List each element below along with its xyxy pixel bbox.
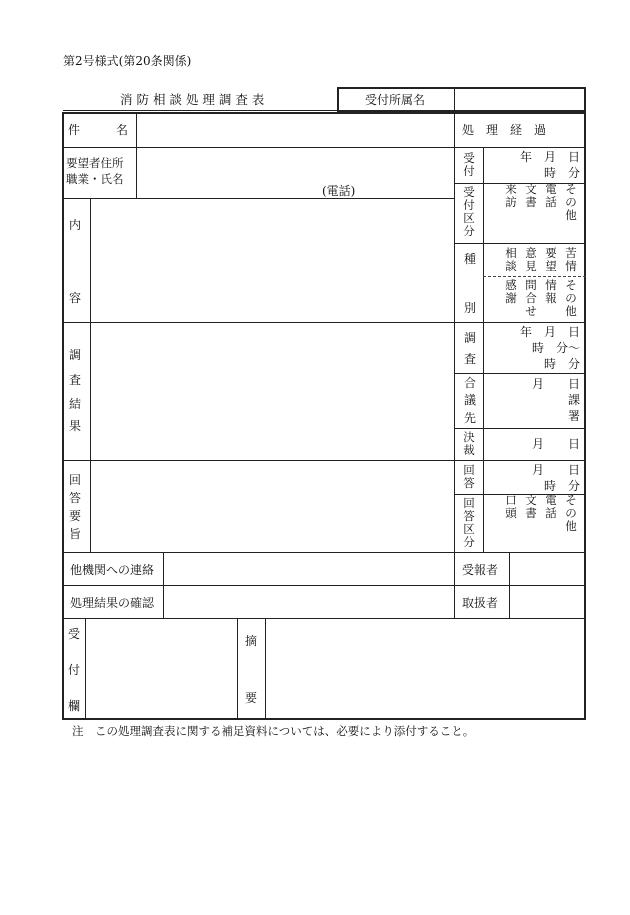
- kind-label-top: 種: [464, 252, 477, 266]
- reply-date-label: 回答: [463, 463, 475, 490]
- content-label-top: 内: [69, 218, 82, 232]
- requester-label-2: 職業・氏名: [66, 172, 124, 186]
- form-number: 第2号様式(第20条関係): [63, 54, 192, 68]
- investigation-line3: 時 分: [543, 357, 580, 371]
- reply-label-3: 要: [69, 509, 82, 523]
- consult-label-1: 合: [464, 376, 477, 390]
- title-underline: [63, 110, 337, 111]
- kind-8[interactable]: その他: [565, 278, 577, 318]
- reply-type-2[interactable]: 文書: [525, 493, 537, 520]
- investigation-date-label-top: 調: [464, 331, 477, 345]
- contact-label: 他機関への連絡: [70, 563, 155, 577]
- summary-field[interactable]: [272, 624, 580, 714]
- reply-type-3[interactable]: 電話: [545, 493, 557, 520]
- form-title: 消 防 相 談 処 理 調 査 表: [120, 92, 265, 107]
- content-label-bottom: 容: [69, 291, 82, 305]
- kind-6[interactable]: 問合せ: [525, 278, 537, 318]
- reply-line1: 月 日: [531, 463, 580, 477]
- phone-label: (電話): [322, 184, 356, 198]
- footnote: 注 この処理調査表に関する補足資料については、必要により添付すること。: [72, 724, 475, 738]
- row-line: [454, 147, 586, 148]
- reception-type-2[interactable]: 文書: [525, 182, 537, 209]
- consult-line3: 署: [567, 409, 580, 423]
- summary-divider-2: [265, 618, 266, 720]
- kind-7[interactable]: 情報: [545, 278, 557, 305]
- right-label-divider: [483, 147, 484, 552]
- kind-2[interactable]: 意見: [525, 246, 537, 273]
- handler-label: 取扱者: [462, 596, 499, 610]
- row-line: [454, 460, 586, 461]
- decision-line: 月 日: [531, 437, 580, 451]
- reception-label-2: 付: [68, 663, 81, 677]
- contact-field[interactable]: [170, 558, 448, 580]
- confirm-label: 処理結果の確認: [70, 596, 155, 610]
- investigation-date-label-bottom: 査: [464, 352, 477, 366]
- right-column-divider: [454, 112, 455, 618]
- kind-label-bottom: 別: [464, 301, 477, 315]
- investigation-line2: 時 分〜: [531, 341, 580, 355]
- investigation-label-4: 果: [69, 419, 82, 433]
- kind-dashed-line: [483, 276, 586, 277]
- row-line: [62, 552, 586, 553]
- reception-type-3[interactable]: 電話: [545, 182, 557, 209]
- confirm-field[interactable]: [170, 591, 448, 613]
- reporter-field[interactable]: [514, 558, 580, 580]
- handler-field[interactable]: [514, 591, 580, 613]
- decision-label: 決裁: [463, 430, 475, 457]
- process-header: 処 理 経 過: [462, 123, 547, 137]
- reply-label-1: 回: [69, 473, 82, 487]
- investigation-label-3: 結: [69, 397, 82, 411]
- consult-line2: 課: [567, 393, 580, 407]
- investigation-line1: 年 月 日: [519, 325, 580, 339]
- investigation-field[interactable]: [96, 328, 446, 454]
- label-divider: [90, 198, 91, 552]
- requester-label-1: 要望者住所: [66, 156, 124, 170]
- row-line: [62, 460, 454, 461]
- received-line1: 年 月 日: [519, 150, 580, 164]
- row-line: [62, 198, 454, 199]
- consult-label-2: 議: [464, 393, 477, 407]
- reply-type-label: 回答区分: [463, 496, 475, 549]
- kind-4[interactable]: 苦情: [565, 246, 577, 273]
- office-label: 受付所属名: [365, 93, 426, 107]
- reception-label-1: 受: [68, 627, 81, 641]
- reporter-label: 受報者: [462, 563, 499, 577]
- office-divider: [454, 87, 455, 112]
- received-line2: 時 分: [543, 166, 580, 180]
- reception-field[interactable]: [92, 624, 232, 714]
- row-line: [62, 147, 454, 148]
- summary-label-1: 摘: [245, 634, 258, 648]
- reply-type-4[interactable]: その他: [565, 493, 577, 533]
- reply-field[interactable]: [96, 466, 446, 546]
- row-line: [454, 243, 586, 244]
- row-line: [454, 428, 586, 429]
- reception-type-4[interactable]: その他: [565, 182, 577, 222]
- reply-label-2: 答: [69, 491, 82, 505]
- reporter-divider: [509, 552, 510, 618]
- reception-divider: [85, 618, 86, 720]
- investigation-label-2: 査: [69, 373, 82, 387]
- row-line: [62, 322, 454, 323]
- row-line: [454, 322, 586, 323]
- subject-field[interactable]: [142, 120, 442, 140]
- reception-type-1[interactable]: 来訪: [505, 182, 517, 209]
- kind-3[interactable]: 要望: [545, 246, 557, 273]
- kind-5[interactable]: 感謝: [505, 278, 517, 305]
- row-line: [62, 618, 586, 619]
- content-field[interactable]: [96, 204, 446, 316]
- consult-label-3: 先: [464, 411, 477, 425]
- reception-label-3: 欄: [68, 699, 81, 713]
- summary-divider-1: [237, 618, 238, 720]
- investigation-label-1: 調: [69, 348, 82, 362]
- row-line: [454, 373, 586, 374]
- subject-label: 件 名: [68, 123, 129, 137]
- summary-label-2: 要: [245, 691, 258, 705]
- row-line: [62, 585, 586, 586]
- reply-type-1[interactable]: 口頭: [505, 493, 517, 520]
- reply-label-4: 旨: [69, 527, 82, 541]
- received-label: 受付: [463, 151, 475, 178]
- subject-divider: [136, 112, 137, 198]
- requester-field[interactable]: [142, 152, 447, 192]
- reception-type-label: 受付区分: [463, 185, 475, 238]
- kind-1[interactable]: 相談: [505, 246, 517, 273]
- reply-line2: 時 分: [543, 479, 580, 493]
- consult-line1: 月 日: [531, 377, 580, 391]
